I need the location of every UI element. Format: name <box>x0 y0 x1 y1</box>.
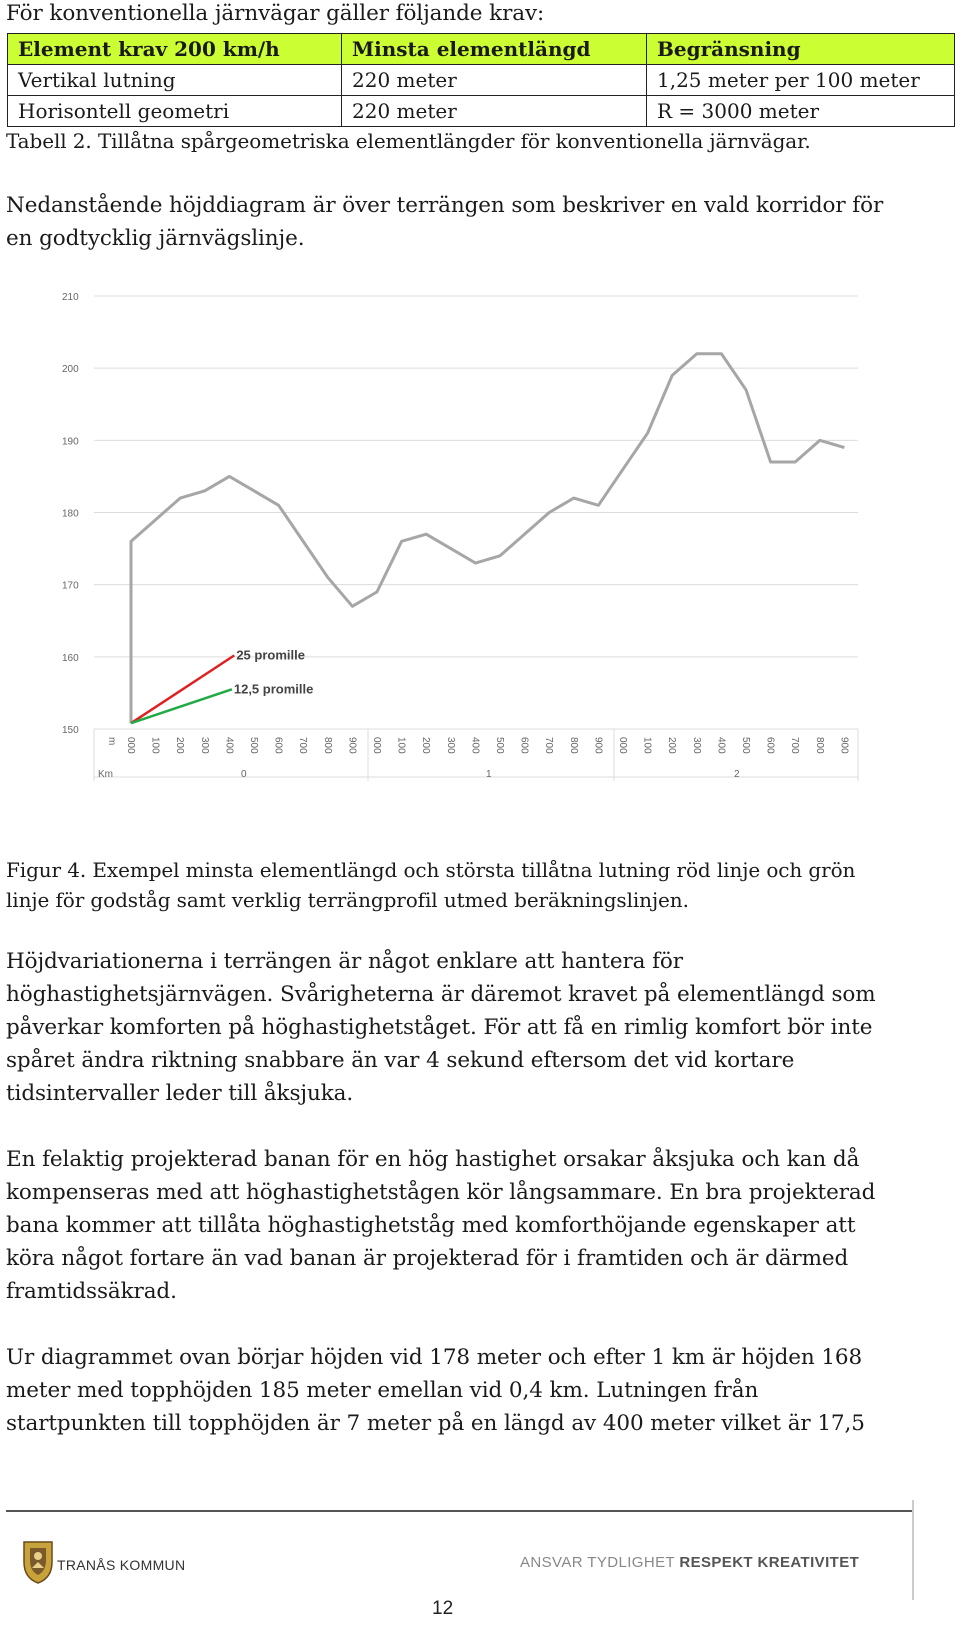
x-unit-label: Km <box>98 769 113 780</box>
y-tick-label: 180 <box>62 508 79 520</box>
paragraph-line: påverkar komforten på höghastighetståget. För att få en rimlig komfort bör inte <box>6 1015 873 1040</box>
figure-caption-line: Figur 4. Exempel minsta elementlängd och största tillåtna lutning röd linje och grön <box>6 858 856 882</box>
x-tick-label: 100 <box>149 737 161 754</box>
figure-caption-line: linje för godståg samt verklig terrängprofil utmed beräkningslinjen. <box>6 888 689 912</box>
motto-plain: ANSVAR TYDLIGHET <box>520 1554 680 1571</box>
table-cell: Horisontell geometri <box>8 96 342 127</box>
tranas-coat-of-arms-icon <box>22 1538 54 1584</box>
x-tick-label: 300 <box>690 737 702 754</box>
x-tick-label: 700 <box>789 737 801 754</box>
table-cell: 220 meter <box>342 65 647 96</box>
x-tick-label: 800 <box>813 737 825 754</box>
paragraph-line: framtidssäkrad. <box>6 1279 177 1304</box>
paragraph-line: höghastighetsjärnvägen. Svårigheterna är däremot kravet på elementlängd som <box>6 982 876 1007</box>
x-tick-label: 700 <box>297 737 309 754</box>
paragraph-line: Ur diagrammet ovan börjar höjden vid 178 meter och efter 1 km är höjden 168 <box>6 1345 863 1370</box>
slope-label: 25 promille <box>236 647 305 663</box>
y-tick-label: 210 <box>62 292 79 303</box>
x-tick-label: 500 <box>248 737 259 754</box>
paragraph-line: en godtycklig järnvägslinje. <box>6 226 305 251</box>
page-number: 12 <box>432 1598 454 1619</box>
km-group-label: 0 <box>241 769 247 780</box>
paragraph-line: köra något fortare än vad banan är projekterad för i framtiden och är därmed <box>6 1246 849 1271</box>
paragraph-line: bana kommer att tillåta höghastighetståg med komforthöjande egenskaper att <box>6 1213 856 1238</box>
red-slope-line <box>131 655 234 723</box>
elevation-chart <box>56 282 896 822</box>
footer-vertical-divider <box>912 1500 914 1600</box>
x-tick-label: m <box>106 737 117 746</box>
x-tick-label: 200 <box>174 737 186 754</box>
x-tick-label: 000 <box>371 737 382 754</box>
x-tick-label: 900 <box>346 737 358 754</box>
x-tick-label: 600 <box>272 737 284 754</box>
table-header-cell: Begränsning <box>647 34 955 65</box>
table-row <box>8 96 955 127</box>
x-tick-label: 200 <box>420 737 432 754</box>
requirements-table <box>7 33 955 127</box>
x-tick-label: 800 <box>567 737 579 754</box>
table-row <box>8 65 955 96</box>
table-caption: Tabell 2. Tillåtna spårgeometriska elementlängder för konventionella järnvägar. <box>6 129 811 153</box>
paragraph-line: Höjdvariationerna i terrängen är något enklare att hantera för <box>6 949 683 974</box>
x-tick-label: 700 <box>543 737 555 754</box>
footer-motto <box>520 1554 859 1571</box>
paragraph-line: spåret ändra riktning snabbare än var 4 sekund eftersom det vid kortare <box>6 1048 795 1073</box>
x-tick-label: 300 <box>198 737 210 754</box>
y-tick-label: 160 <box>62 652 79 664</box>
paragraph-line: startpunkten till topphöjden är 7 meter på en längd av 400 meter vilket är 17,5 <box>6 1411 865 1436</box>
intro-text: För konventionella järnvägar gäller följande krav: <box>6 1 545 26</box>
km-group-label: 2 <box>734 769 740 780</box>
x-tick-label: 900 <box>592 737 604 754</box>
table-header-cell: Minsta elementlängd <box>342 34 647 65</box>
x-tick-label: 400 <box>715 737 727 754</box>
x-tick-label: 800 <box>321 737 333 754</box>
paragraph-line: kompenseras med att höghastighetstågen kör långsammare. En bra projekterad <box>6 1180 876 1205</box>
x-tick-label: 500 <box>740 737 751 754</box>
paragraph-line: En felaktig projekterad banan för en hög hastighet orsakar åksjuka och kan då <box>6 1147 860 1172</box>
motto-bold: RESPEKT KREATIVITET <box>679 1554 860 1571</box>
x-tick-label: 400 <box>469 737 481 754</box>
y-tick-label: 190 <box>62 436 79 448</box>
x-tick-label: 200 <box>666 737 678 754</box>
x-tick-label: 500 <box>494 737 505 754</box>
x-tick-label: 600 <box>518 737 530 754</box>
x-tick-label: 600 <box>764 737 776 754</box>
x-tick-label: 100 <box>641 737 653 754</box>
terrain-series-line <box>131 354 844 723</box>
table-cell: 220 meter <box>342 96 647 127</box>
table-cell: Vertikal lutning <box>8 65 342 96</box>
y-tick-label: 150 <box>62 725 79 736</box>
paragraph-line: meter med topphöjden 185 meter emellan vid 0,4 km. Lutningen från <box>6 1378 759 1403</box>
x-tick-label: 100 <box>395 737 407 754</box>
y-tick-label: 200 <box>62 364 79 376</box>
paragraph-line: Nedanstående höjddiagram är över terrängen som beskriver en vald korridor för <box>6 193 884 218</box>
table-cell: R = 3000 meter <box>647 96 955 127</box>
x-tick-label: 400 <box>223 737 235 754</box>
green-slope-line <box>131 689 232 723</box>
paragraph-line: tidsintervaller leder till åksjuka. <box>6 1081 354 1106</box>
x-tick-label: 300 <box>444 737 456 754</box>
x-tick-label: 000 <box>617 737 628 754</box>
table-header-cell: Element krav 200 km/h <box>8 34 342 65</box>
table-cell: 1,25 meter per 100 meter <box>647 65 955 96</box>
table-header-row <box>8 34 955 65</box>
km-group-label: 1 <box>486 769 492 780</box>
footer-divider <box>6 1510 912 1512</box>
org-name: TRANÅS KOMMUN <box>57 1557 186 1573</box>
x-tick-label: 000 <box>125 737 136 754</box>
x-tick-label: 900 <box>838 737 850 754</box>
y-tick-label: 170 <box>62 580 79 592</box>
slope-label: 12,5 promille <box>233 681 314 697</box>
